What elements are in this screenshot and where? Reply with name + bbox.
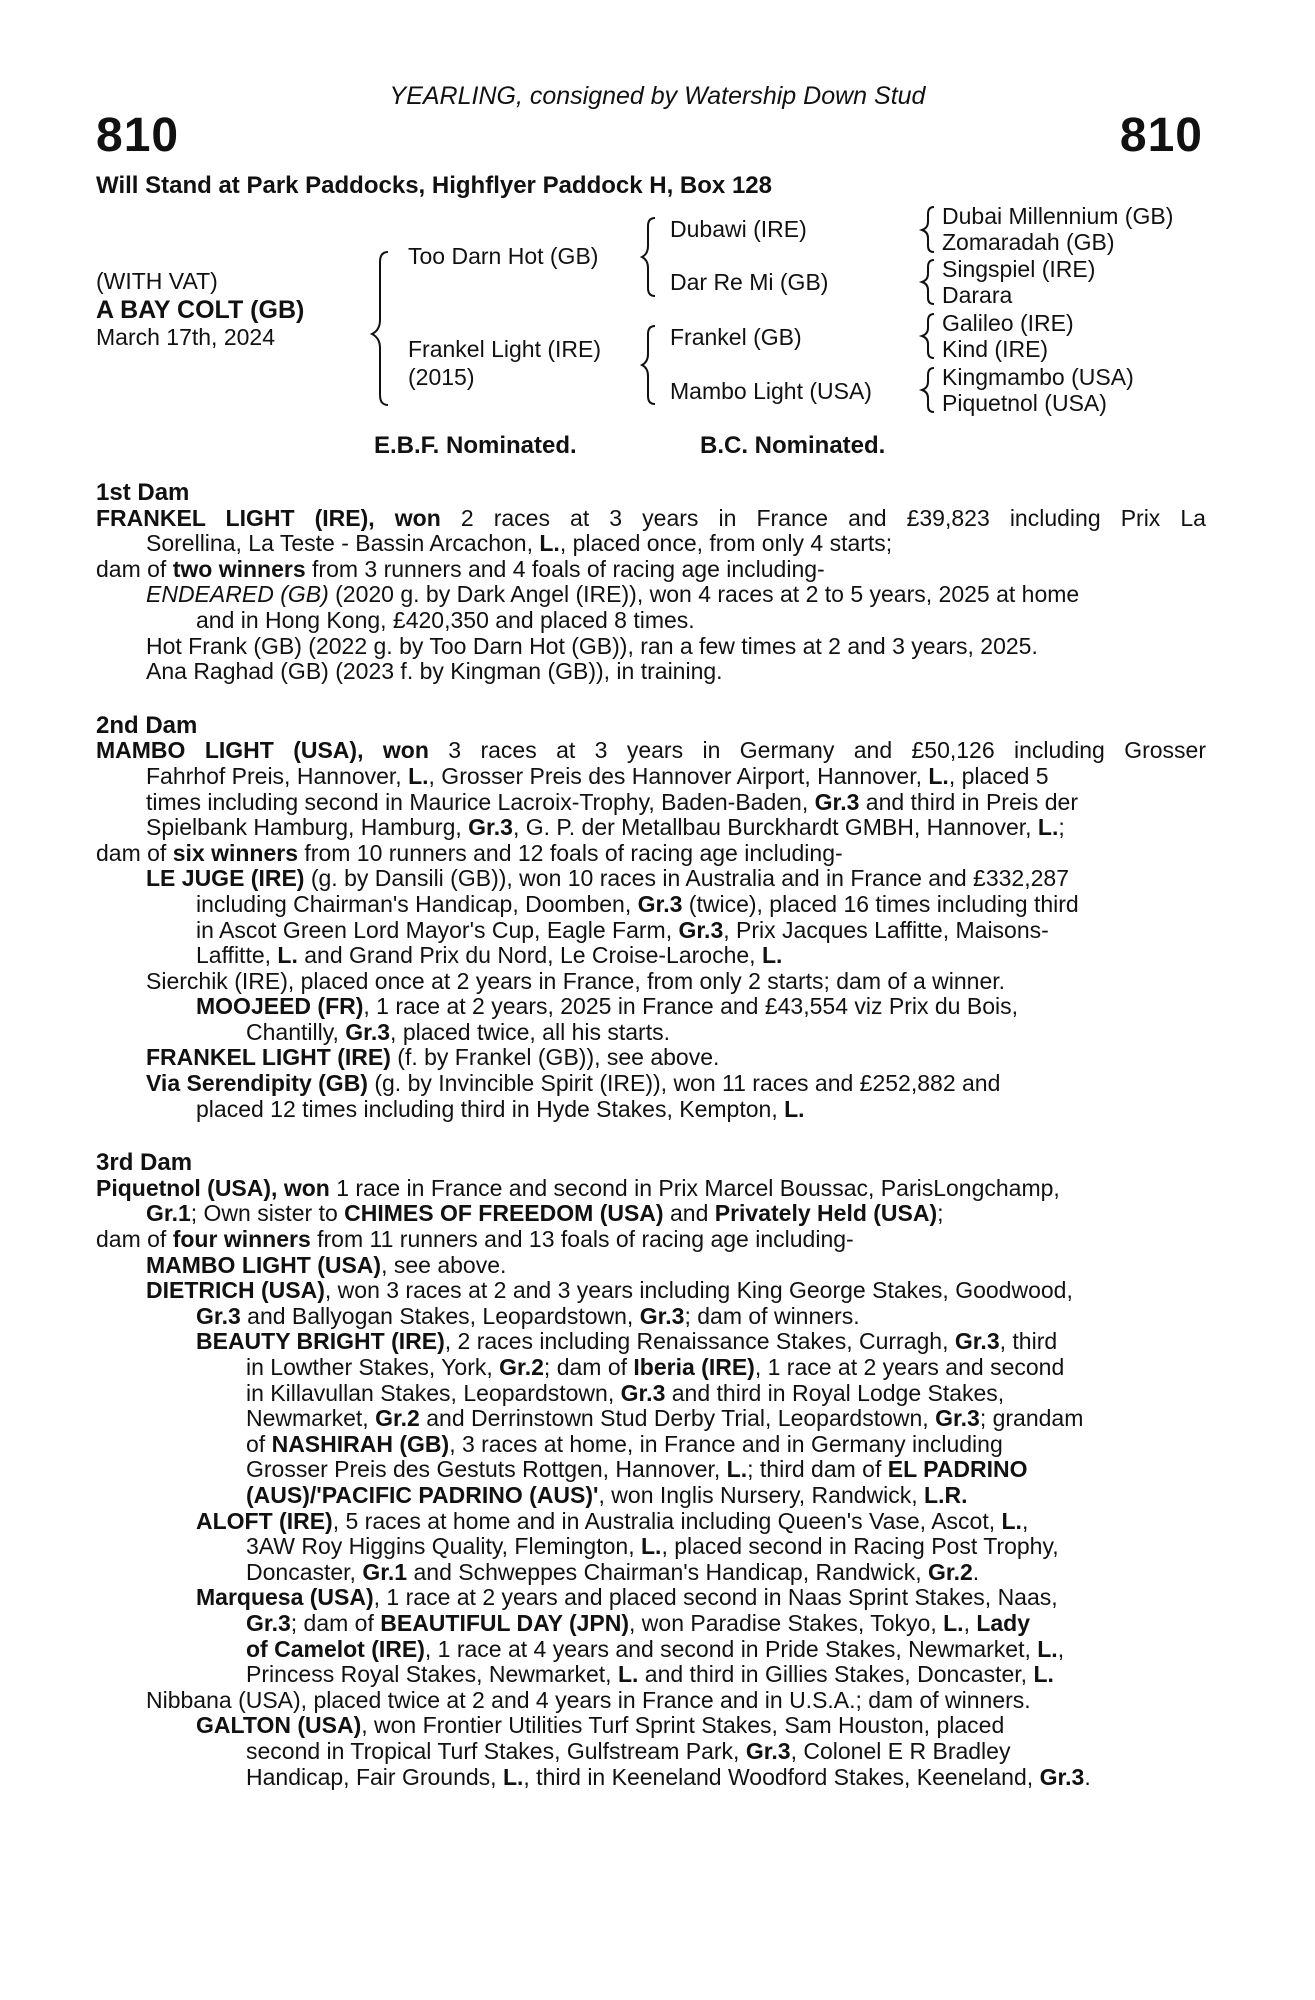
third-dam-line-7: BEAUTY BRIGHT (IRE), 2 races including Renaissance Stakes, Curragh, Gr.3, third <box>196 1328 1058 1355</box>
horse-name: A BAY COLT (GB) <box>96 296 305 324</box>
third-dam-line-24: Handicap, Fair Grounds, L., third in Keeneland Woodford Stakes, Keeneland, Gr.3. <box>246 1763 1091 1790</box>
pedigree-dam: Frankel Light (IRE) <box>408 336 602 362</box>
third-dam-line-22: GALTON (USA), won Frontier Utilities Turf Sprint Stakes, Sam Houston, placed <box>196 1712 1005 1739</box>
third-dam-line-10: Newmarket, Gr.2 and Derrinstown Stud Derby Trial, Leopardstown, Gr.3; grandam <box>246 1405 1084 1432</box>
first-dam-line-4: ENDEARED (GB) (2020 g. by Dark Angel (IRE)), won 4 races at 2 to 5 years, 2025 at home <box>146 581 1080 608</box>
consignment-line: YEARLING, consigned by Watership Down Stud <box>389 82 926 110</box>
third-dam-line-13: (AUS)/'PACIFIC PADRINO (AUS)', won Inglis Nursery, Randwick, L.R. <box>246 1481 968 1508</box>
second-dam-line-9: Laffitte, L. and Grand Prix du Nord, Le Croise-Laroche, L. <box>196 942 783 969</box>
lot-number-left: 810 <box>96 109 180 162</box>
pedigree-ddd: Piquetnol (USA) <box>942 390 1107 416</box>
third-dam-line-5: DIETRICH (USA), won 3 races at 2 and 3 years including King George Stakes, Goodwood, <box>146 1277 1073 1304</box>
pedigree-ssd: Zomaradah (GB) <box>942 229 1115 255</box>
bc-nominated: B.C. Nominated. <box>700 432 886 459</box>
third-dam-line-11: of NASHIRAH (GB), 3 races at home, in France and in Germany including <box>246 1430 1003 1457</box>
pedigree-dss: Galileo (IRE) <box>942 310 1074 336</box>
pedigree-sdd: Darara <box>942 282 1013 308</box>
pedigree-dam-year: (2015) <box>408 364 475 390</box>
pedigree-notes <box>96 480 1206 1790</box>
second-dam-line-5: dam of six winners from 10 runners and 12 foals of racing age including- <box>96 839 843 866</box>
second-dam-line-8: in Ascot Green Lord Mayor's Cup, Eagle Farm, Gr.3, Prix Jacques Laffitte, Maisons- <box>196 916 1049 943</box>
third-dam-line-16: Doncaster, Gr.1 and Schweppes Chairman's Handicap, Randwick, Gr.2. <box>246 1558 980 1585</box>
second-dam-line-10: Sierchik (IRE), placed once at 2 years in France, from only 2 starts; dam of a winner. <box>146 967 1006 994</box>
ebf-nominated: E.B.F. Nominated. <box>374 432 577 459</box>
third-dam-line-17: Marquesa (USA), 1 race at 2 years and placed second in Naas Sprint Stakes, Naas, <box>196 1584 1058 1611</box>
second-dam-line-12: Chantilly, Gr.3, placed twice, all his starts. <box>246 1018 670 1045</box>
second-dam-line-11: MOOJEED (FR), 1 race at 2 years, 2025 in France and £43,554 viz Prix du Bois, <box>196 993 1018 1020</box>
third-dam-line-9: in Killavullan Stakes, Leopardstown, Gr.3 and third in Royal Lodge Stakes, <box>246 1379 1005 1406</box>
third-dam-line-6: Gr.3 and Ballyogan Stakes, Leopardstown, Gr.3; dam of winners. <box>196 1302 860 1329</box>
first-dam-line-3: dam of two winners from 3 runners and 4 foals of racing age including- <box>96 555 825 582</box>
second-dam-line-15: placed 12 times including third in Hyde Stakes, Kempton, L. <box>196 1095 805 1122</box>
second-dam-line-2: Fahrhof Preis, Hannover, L., Grosser Preis des Hannover Airport, Hannover, L., placed 5 <box>146 762 1049 789</box>
pedigree-sire: Too Darn Hot (GB) <box>408 243 599 269</box>
first-dam-line-7: Ana Raghad (GB) (2023 f. by Kingman (GB)), in training. <box>146 658 723 685</box>
third-dam-line-1: Piquetnol (USA), won 1 race in France and second in Prix Marcel Boussac, ParisLongchamp, <box>96 1174 1060 1201</box>
third-dam-line-15: 3AW Roy Higgins Quality, Flemington, L., placed second in Racing Post Trophy, <box>246 1533 1059 1560</box>
first-dam-line-5: and in Hong Kong, £420,350 and placed 8 times. <box>196 606 695 633</box>
first-dam-line-6: Hot Frank (GB) (2022 g. by Too Darn Hot (GB)), ran a few times at 2 and 3 years, 2025. <box>146 632 1038 659</box>
third-dam-heading: 3rd Dam <box>96 1149 193 1177</box>
pedigree-dam-dam: Mambo Light (USA) <box>670 378 872 404</box>
third-dam-line-4: MAMBO LIGHT (USA), see above. <box>146 1251 507 1278</box>
third-dam-line-12: Grosser Preis des Gestuts Rottgen, Hannover, L.; third dam of EL PADRINO <box>246 1456 1028 1483</box>
stabling-location: Will Stand at Park Paddocks, Highflyer Paddock H, Box 128 <box>96 172 772 199</box>
third-dam-line-23: second in Tropical Turf Stakes, Gulfstream Park, Gr.3, Colonel E R Bradley <box>246 1737 1011 1764</box>
date-of-birth: March 17th, 2024 <box>96 324 276 350</box>
third-dam-line-18: Gr.3; dam of BEAUTIFUL DAY (JPN), won Paradise Stakes, Tokyo, L., Lady <box>246 1609 1031 1636</box>
pedigree-sds: Singspiel (IRE) <box>942 256 1096 282</box>
third-dam-line-14: ALOFT (IRE), 5 races at home and in Australia including Queen's Vase, Ascot, L., <box>196 1507 1029 1534</box>
lot-number-right: 810 <box>1119 109 1203 162</box>
second-dam-line-7: including Chairman's Handicap, Doomben, Gr.3 (twice), placed 16 times including third <box>196 890 1079 917</box>
third-dam-line-21: Nibbana (USA), placed twice at 2 and 4 years in France and in U.S.A.; dam of winners. <box>146 1686 1031 1713</box>
third-dam-line-20: Princess Royal Stakes, Newmarket, L. and third in Gillies Stakes, Doncaster, L. <box>246 1661 1054 1688</box>
third-dam-line-2: Gr.1; Own sister to CHIMES OF FREEDOM (USA) and Privately Held (USA); <box>146 1200 944 1227</box>
second-dam-heading: 2nd Dam <box>96 711 198 739</box>
third-dam-line-8: in Lowther Stakes, York, Gr.2; dam of Iberia (IRE), 1 race at 2 years and second <box>246 1354 1065 1380</box>
third-dam-line-19: of Camelot (IRE), 1 race at 4 years and second in Pride Stakes, Newmarket, L., <box>246 1635 1065 1662</box>
first-dam-line-1: FRANKEL LIGHT (IRE), won 2 races at 3 years in France and £39,823 including Prix La <box>96 504 1206 531</box>
first-dam-heading: 1st Dam <box>96 479 190 506</box>
second-dam-line-6: LE JUGE (IRE) (g. by Dansili (GB)), won 10 races in Australia and in France and £332,287 <box>146 865 1069 892</box>
pedigree-sire-dam: Dar Re Mi (GB) <box>670 269 829 295</box>
second-dam-line-1: MAMBO LIGHT (USA), won 3 races at 3 years in Germany and £50,126 including Grosser <box>96 737 1207 764</box>
second-dam-line-14: Via Serendipity (GB) (g. by Invincible Spirit (IRE)), won 11 races and £252,882 and <box>146 1070 1001 1097</box>
pedigree-dam-sire: Frankel (GB) <box>670 324 802 350</box>
first-dam-line-2: Sorellina, La Teste - Bassin Arcachon, L., placed once, from only 4 starts; <box>146 530 893 557</box>
vat-note: (WITH VAT) <box>96 268 218 294</box>
third-dam-line-3: dam of four winners from 11 runners and 13 foals of racing age including- <box>96 1226 854 1253</box>
second-dam-line-4: Spielbank Hamburg, Hamburg, Gr.3, G. P. der Metallbau Burckhardt GMBH, Hannover, L.; <box>146 814 1065 841</box>
pedigree-sss: Dubai Millennium (GB) <box>942 203 1174 229</box>
second-dam-line-3: times including second in Maurice Lacroix-Trophy, Baden-Baden, Gr.3 and third in Preis der <box>146 788 1079 815</box>
pedigree-dds: Kingmambo (USA) <box>942 364 1134 390</box>
pedigree-dsd: Kind (IRE) <box>942 336 1049 362</box>
pedigree-sire-sire: Dubawi (IRE) <box>670 216 807 242</box>
second-dam-line-13: FRANKEL LIGHT (IRE) (f. by Frankel (GB)), see above. <box>146 1044 720 1071</box>
